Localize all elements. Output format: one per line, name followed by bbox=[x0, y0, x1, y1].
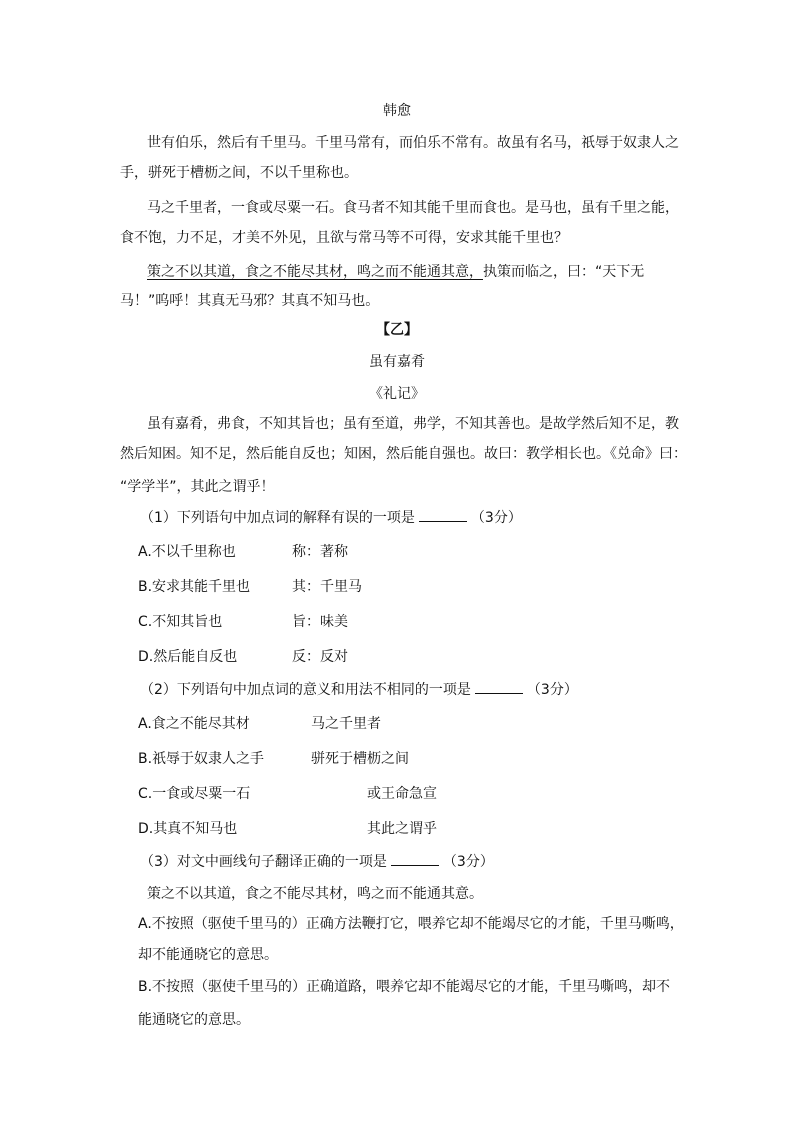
q3-stem: （3）对文中画线句子翻译正确的一项是 bbox=[140, 854, 387, 870]
passage-a-p1-line2: 手，骈死于槽枥之间，不以千里称也。 bbox=[120, 165, 358, 181]
q1-option-b-gloss: 其：千里马 bbox=[292, 579, 362, 595]
q1-option-a-gloss: 称：著称 bbox=[292, 544, 348, 560]
q1-answer-blank bbox=[419, 509, 467, 522]
q1-stem-line bbox=[140, 508, 522, 528]
passage-b-label: 【乙】 bbox=[376, 322, 418, 338]
q3-answer-blank bbox=[391, 853, 439, 866]
q2-option-c: C.一食或尽粟一石 bbox=[138, 786, 251, 802]
q2-option-c-compare: 或王命急宣 bbox=[367, 786, 437, 802]
passage-a-p3-line1 bbox=[147, 262, 644, 282]
q2-option-d: D.其真不知马也 bbox=[138, 821, 238, 837]
q1-option-b: B.安求其能千里也 bbox=[138, 579, 251, 595]
q2-option-b-compare: 骈死于槽枥之间 bbox=[311, 751, 409, 767]
q1-option-d: D.然后能自反也 bbox=[138, 649, 238, 665]
q2-stem-line bbox=[140, 680, 578, 700]
passage-a-p3-rest: 执策而临之，曰：“天下无 bbox=[483, 264, 645, 280]
passage-b-p1-line1: 虽有嘉肴，弗食，不知其旨也；虽有至道，弗学，不知其善也。是故学然后知不足，教 bbox=[147, 416, 679, 432]
passage-b-p1-line3: “学学半”，其此之谓乎！ bbox=[120, 479, 275, 495]
q2-option-a-compare: 马之千里者 bbox=[311, 716, 381, 732]
passage-a-p2-line1: 马之千里者，一食或尽粟一石。食马者不知其能千里而食也。是马也，虽有千里之能， bbox=[147, 200, 679, 216]
q3-stem-line bbox=[140, 852, 494, 872]
q3-option-b-line1: B.不按照（驱使千里马的）正确道路，喂养它却不能竭尽它的才能，千里马嘶鸣，却不 bbox=[138, 979, 671, 995]
q3-sentence: 策之不以其道，食之不能尽其材，鸣之而不能通其意。 bbox=[147, 886, 483, 902]
q2-answer-blank bbox=[475, 681, 523, 694]
q1-option-c: C.不知其旨也 bbox=[138, 614, 223, 630]
passage-a-p3-line2: 马！”呜呼！其真无马邪？其真不知马也。 bbox=[120, 293, 380, 309]
q2-option-b: B.祇辱于奴隶人之手 bbox=[138, 751, 265, 767]
q1-score: （3分） bbox=[470, 510, 522, 526]
q3-option-a-line2: 却不能通晓它的意思。 bbox=[138, 947, 278, 963]
passage-a-p1-line1: 世有伯乐，然后有千里马。千里马常有，而伯乐不常有。故虽有名马，祇辱于奴隶人之 bbox=[147, 135, 679, 151]
q2-stem: （2）下列语句中加点词的意义和用法不相同的一项是 bbox=[140, 682, 471, 698]
underlined-sentence: 策之不以其道，食之不能尽其材，鸣之而不能通其意， bbox=[147, 264, 483, 280]
q1-option-c-gloss: 旨：味美 bbox=[292, 614, 348, 630]
passage-b-title: 虽有嘉肴 bbox=[369, 354, 425, 370]
passage-a-p2-line2: 食不饱，力不足，才美不外见，且欲与常马等不可得，安求其能千里也？ bbox=[120, 230, 568, 246]
q3-option-b-line2: 能通晓它的意思。 bbox=[138, 1012, 250, 1028]
q1-option-a: A.不以千里称也 bbox=[138, 544, 236, 560]
q2-option-d-compare: 其此之谓乎 bbox=[367, 821, 437, 837]
q2-option-a: A.食之不能尽其材 bbox=[138, 716, 250, 732]
q2-score: （3分） bbox=[526, 682, 578, 698]
passage-b-p1-line2: 然后知困。知不足，然后能自反也；知困，然后能自强也。故曰：教学相长也。《兑命》曰： bbox=[120, 446, 687, 462]
q1-option-d-gloss: 反：反对 bbox=[292, 649, 348, 665]
q1-stem: （1）下列语句中加点词的解释有误的一项是 bbox=[140, 510, 415, 526]
q3-option-a-line1: A.不按照（驱使千里马的）正确方法鞭打它，喂养它却不能竭尽它的才能，千里马嘶鸣， bbox=[138, 916, 684, 932]
passage-b-source: 《礼记》 bbox=[369, 386, 425, 402]
author: 韩愈 bbox=[383, 103, 411, 119]
q3-score: （3分） bbox=[442, 854, 494, 870]
